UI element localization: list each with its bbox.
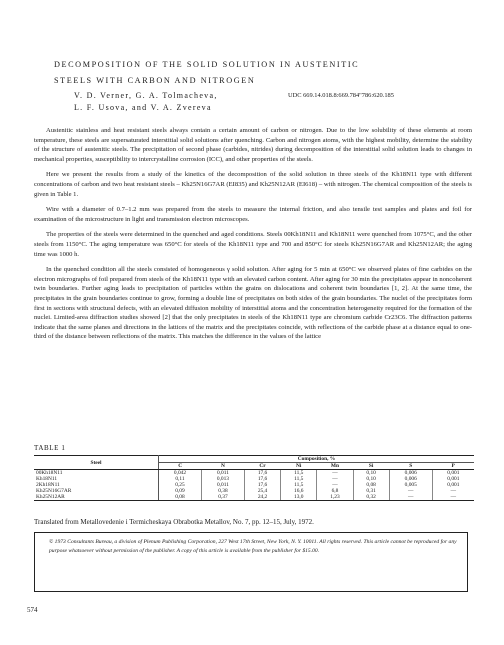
table-cell: 0,042 xyxy=(159,470,202,477)
table-cell: 24,2 xyxy=(244,494,280,501)
table-cell: 0,006 xyxy=(389,470,432,477)
table-cell: 0,08 xyxy=(353,482,389,488)
udc-code: UDC 669.14.018.8:669.784"786:620.185 xyxy=(288,92,394,99)
table-row xyxy=(34,494,474,501)
copyright-box xyxy=(34,532,468,592)
paragraph-5: In the quenched condition all the steels consisted of homogeneous γ solid solution. After aging for 5 min at 650°C we observed plates of fine carbides on the electron micrographs of foil prepared from steels of the Kh18N11 type with an elevated carbon content. After aging for 30 min the precipitates appear in noncoherent twin boundaries. Further aging leads to precipitation of particles within the grains on dislocations and coherent twin boundaries [1, 2]. At the same time, the precipitates in the grain boundaries continue to grow, forming a double line of precipitates on both sides of the grain boundaries. The nuclei of the precipitates form first in sections with structural defects, with an elevated diffusion mobility of interstitial atoms and the concentration heterogeneity required for the formation of the nuclei. Limited-area diffraction studies showed [2] that the only precipitates in steels of the Kh18N11 type are chromium carbide Cr23C6. The diffraction patterns indicate that the same planes and directions in the lattices of the matrix and the precipitates coincide, with reflections of the carbide phase at a distance equal to one-third of the distance between reflections of the matrix. This matches the difference in the values of the lattice xyxy=(34,266,472,341)
table-cell: 17,6 xyxy=(244,482,280,488)
steel-name: Kh18N11 xyxy=(34,476,159,482)
table-cell: 11,5 xyxy=(281,470,317,477)
table-cell: — xyxy=(317,482,353,488)
steel-name: 00Kh18N11 xyxy=(34,470,159,477)
paragraph-4: The properties of the steels were determined in the quenched and aged conditions. Steels 00Kh18N11 and Kh18N11 were quenched from 1075°C, and the other steels from 1150°C. The aging temperature was 650°C for steels of the Kh18N11 type and 700 and 850°C for steels Kh25N16G7AR and Kh25N12AR; the aging time was 1000 h. xyxy=(34,231,472,258)
column-header: Si xyxy=(353,463,389,470)
table-cell: 0,005 xyxy=(389,482,432,488)
composition-group-header: Composition, % xyxy=(159,456,475,463)
title-line-1: DECOMPOSITION OF THE SOLID SOLUTION IN AUSTENITIC xyxy=(54,60,360,69)
steel-name: 2Kh18N11 xyxy=(34,482,159,488)
article-title xyxy=(54,57,454,89)
table-cell: 1,23 xyxy=(317,494,353,501)
table-cell: 11,5 xyxy=(281,476,317,482)
steel-name: Kh25N16G7AR xyxy=(34,488,159,494)
table-cell: 17,6 xyxy=(244,470,280,477)
table-cell: — xyxy=(317,476,353,482)
authors-line-2: L. F. Usova, and V. A. Zvereva xyxy=(74,103,212,112)
table-cell: 0,011 xyxy=(201,470,244,477)
paragraph-1: Austenitic stainless and heat resistant steels always contain a certain amount of carbon or nitrogen. Due to the low solubility of these elements at room temperature, these steels are supersaturated interstitial solid solutions after quenching. Carbon and nitrogen atoms, with the highest mobility, determine the stability of the structure of austenitic steels. The precipitation of second phase (carbides, nitrides) during decomposition of the interstitial solid solution leads to changes in mechanical properties, susceptibility to intercrystalline corrosion (ICC), and other properties of the steels. xyxy=(34,127,472,163)
table-cell: — xyxy=(432,494,474,501)
steel-column-header: Steel xyxy=(34,456,159,470)
table-cell: 6,8 xyxy=(317,488,353,494)
table-cell: — xyxy=(389,494,432,501)
title-line-2: STEELS WITH CARBON AND NITROGEN xyxy=(54,76,256,85)
table-cell: 0,001 xyxy=(447,476,460,482)
column-header: Mn xyxy=(317,463,353,470)
table-cell: 17,6 xyxy=(244,476,280,482)
table-cell: — xyxy=(317,470,353,477)
table-cell: 0,38 xyxy=(201,488,244,494)
copyright-text: © 1973 Consultants Bureau, a division of Plenum Publishing Corporation, 227 West 17th Street, New York, N. Y. 10011. All rights reserved. This article cannot be reproduced for any purpose whatsoever without permission of the publisher. A copy of this article is available from the publisher for $15.00. xyxy=(49,539,457,554)
table-cell: 0,09 xyxy=(159,488,202,494)
table-cell: 0,001 xyxy=(447,470,460,476)
table-cell: 16,6 xyxy=(281,488,317,494)
table-cell: 0,25 xyxy=(159,482,202,488)
column-header: P xyxy=(432,463,474,470)
article-body xyxy=(34,126,472,346)
table-cell: — xyxy=(450,488,457,494)
paragraph-2: Here we present the results from a study of the kinetics of the decomposition of the solid solution in three steels of the Kh18N11 type with different concentrations of carbon and two heat resistant steels – Kh25N16G7AR (EI835) and Kh25N12AR (EI618) – with nitrogen. The chemical composition of the steels is given in Table 1. xyxy=(34,171,472,198)
table-cell: 0,32 xyxy=(353,494,389,501)
column-header: Ni xyxy=(281,463,317,470)
paragraph-3: Wire with a diameter of 0.7–1.2 mm was prepared from the steels to measure the internal friction, and also tensile test samples and plates and foil for examination of the microstructure in light and transmission electron microscopes. xyxy=(34,206,472,223)
table-cell: — xyxy=(389,488,432,494)
authors xyxy=(74,90,284,114)
steel-name: Kh25N12AR xyxy=(34,494,159,501)
table-cell: 0,10 xyxy=(353,476,389,482)
table-cell: 11,5 xyxy=(281,482,317,488)
table-cell: 0,013 xyxy=(201,476,244,482)
table-cell: 25,4 xyxy=(244,488,280,494)
authors-line-1: V. D. Verner, G. A. Tolmacheva, xyxy=(74,91,218,100)
table-cell: 0,011 xyxy=(201,482,244,488)
table-cell: 0,31 xyxy=(353,488,389,494)
table-cell: 0,006 xyxy=(389,476,432,482)
column-header: S xyxy=(389,463,432,470)
table-cell: 13,0 xyxy=(281,494,317,501)
table-cell: 0,37 xyxy=(201,494,244,501)
column-header: N xyxy=(201,463,244,470)
table-cell: 0,001 xyxy=(447,482,460,488)
column-header: C xyxy=(159,463,202,470)
page-number: 574 xyxy=(27,606,38,614)
table-cell: 0,11 xyxy=(159,476,202,482)
translation-note: Translated from Metallovedenie i Termicheskaya Obrabotka Metallov, No. 7, pp. 12–15, July, 1972. xyxy=(34,518,314,526)
column-header: Cr xyxy=(244,463,280,470)
composition-table xyxy=(34,455,474,501)
table-label: TABLE 1 xyxy=(34,444,66,452)
table-cell: 0,10 xyxy=(353,470,389,477)
table-cell: 0,08 xyxy=(159,494,202,501)
